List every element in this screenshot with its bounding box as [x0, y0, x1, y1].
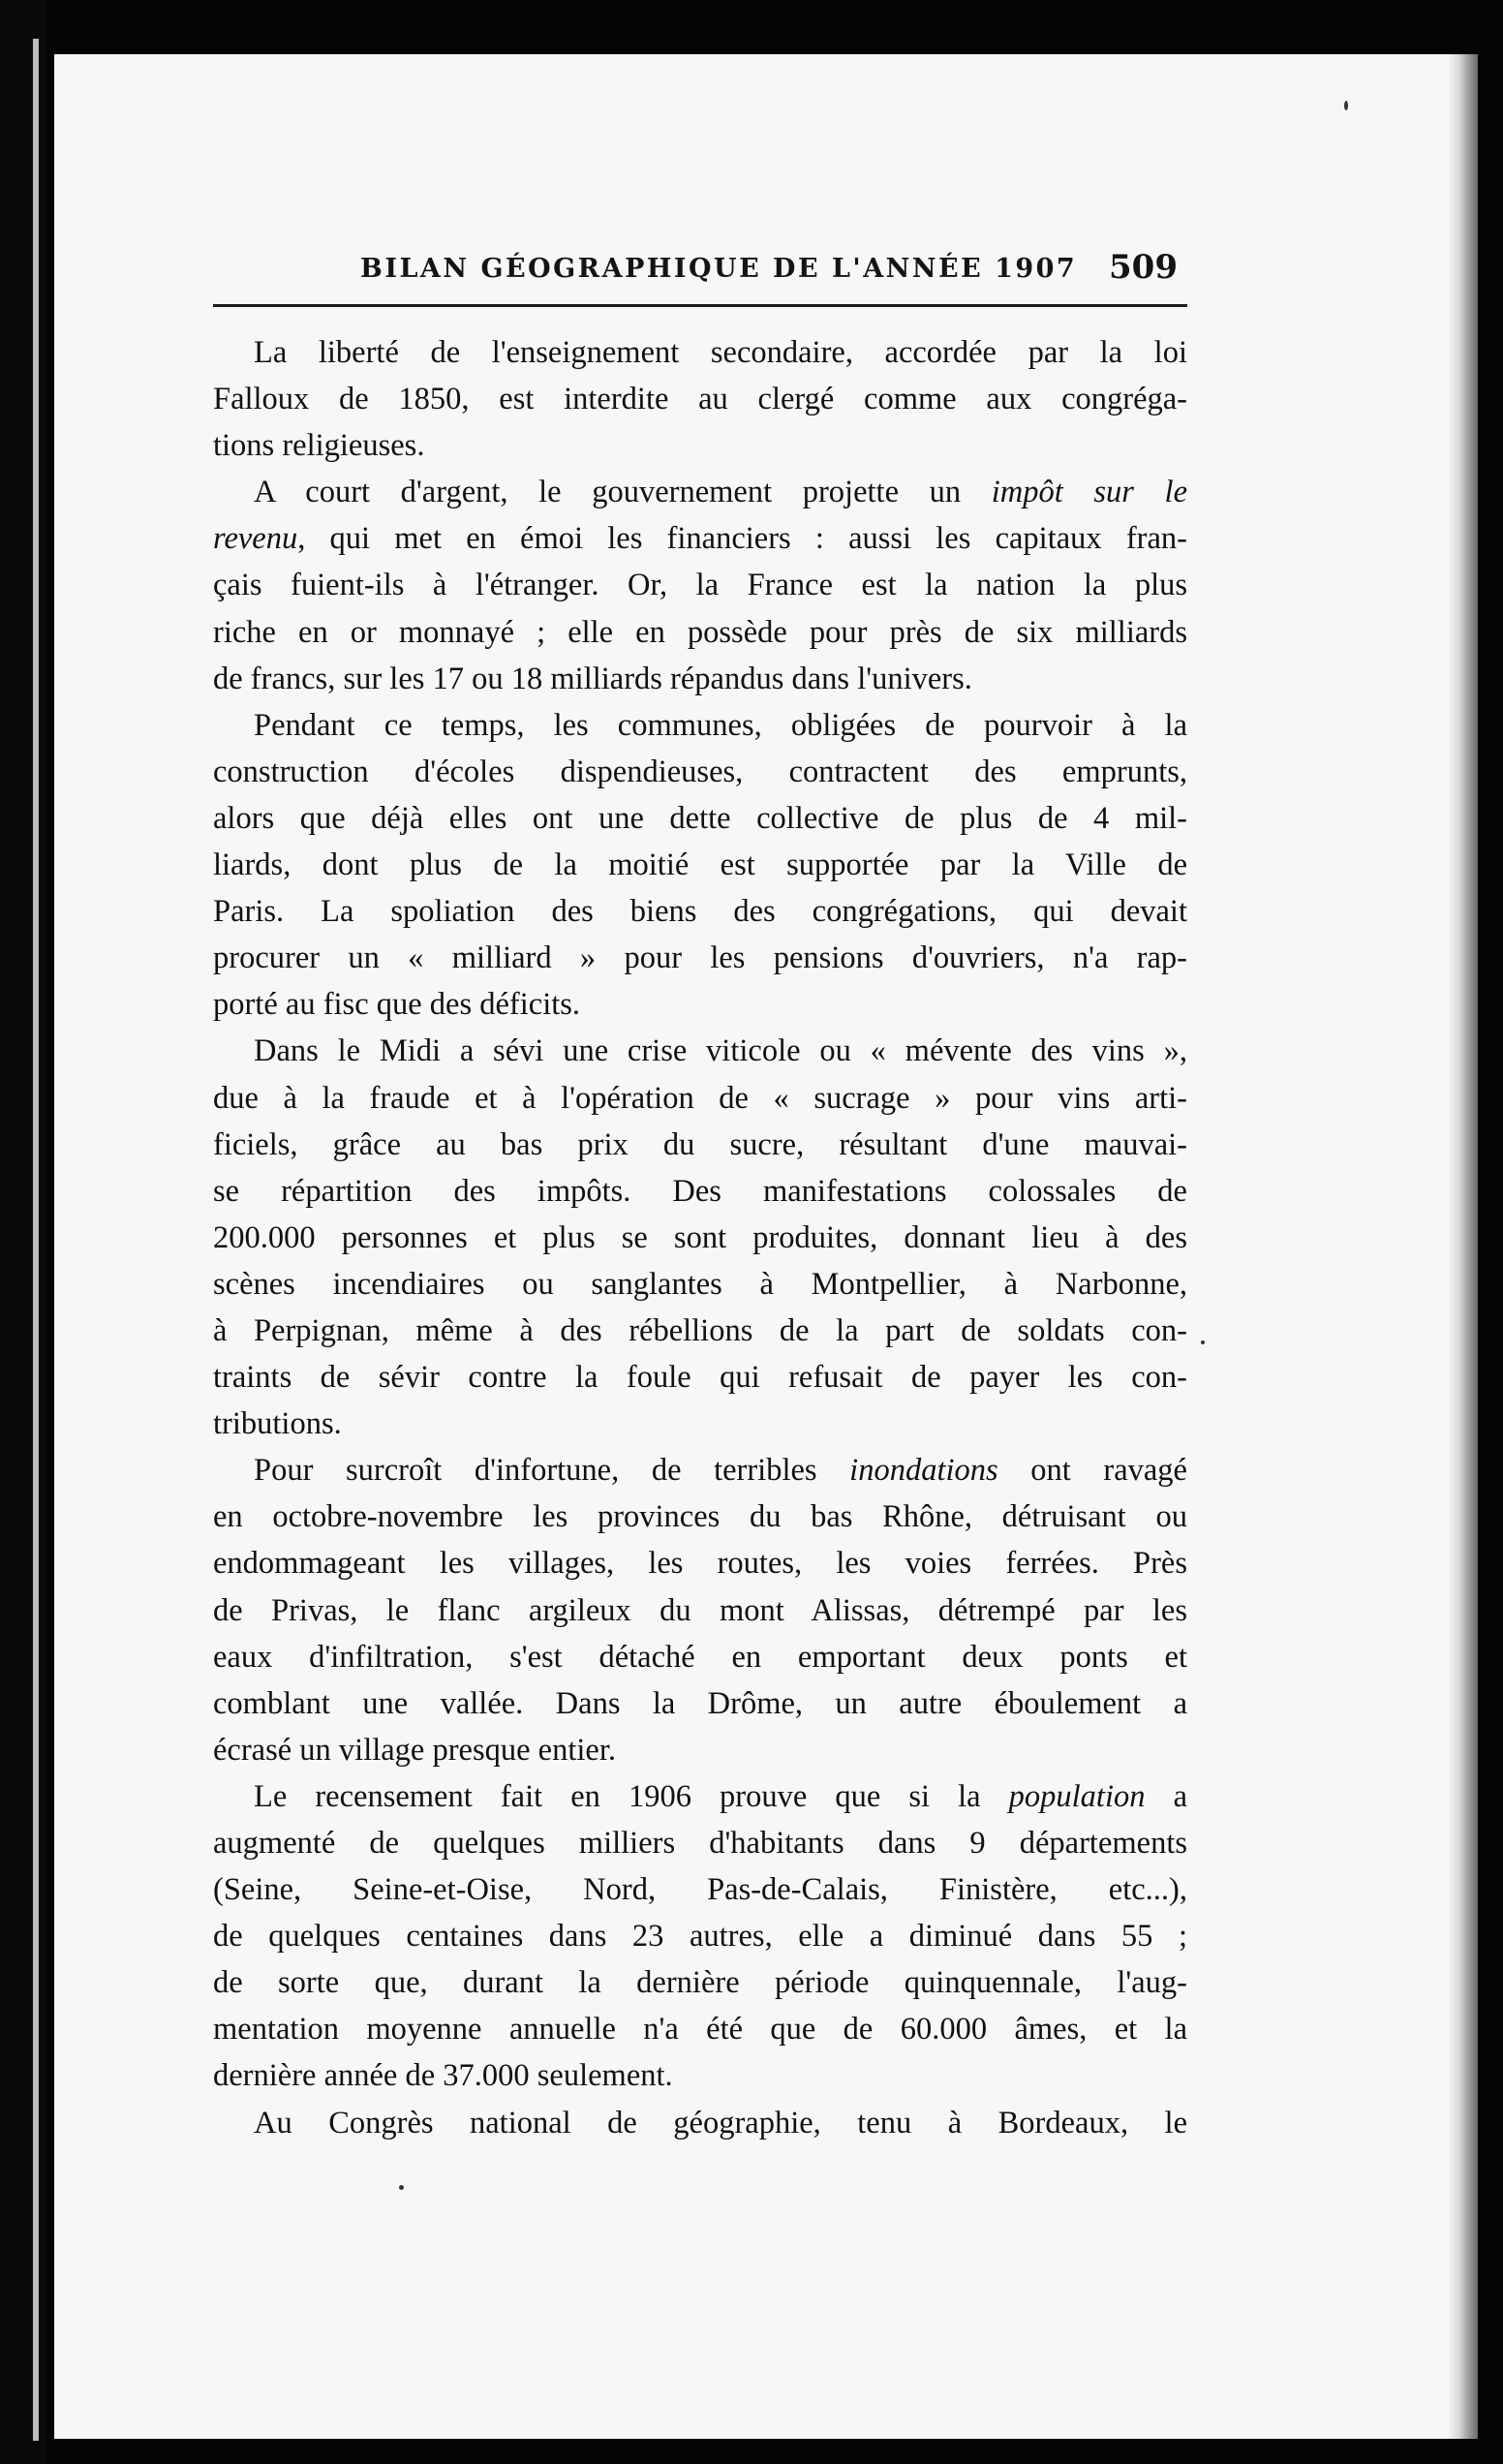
text-line: Pendant ce temps, les communes, obligées de pourvoir à la: [254, 707, 1187, 743]
text-line: Au Congrès national de géographie, tenu à Bordeaux, le: [254, 2105, 1187, 2141]
text-line: écrasé un village presque entier.: [213, 1732, 616, 1768]
text-line: en octobre-novembre les provinces du bas Rhône, détruisant ou: [213, 1499, 1187, 1535]
text-line: à Perpignan, même à des rébellions de la part de soldats con-: [213, 1312, 1187, 1348]
text-line: de Privas, le flanc argileux du mont Alissas, détrempé par les: [213, 1592, 1187, 1628]
text-line: tions religieuses.: [213, 428, 425, 464]
text-line: çais fuient-ils à l'étranger. Or, la France est la nation la plus: [213, 568, 1187, 603]
text-line: Dans le Midi a sévi une crise viticole ou « mévente des vins »,: [254, 1033, 1187, 1069]
text-line: Pour surcroît d'infortune, de terribles inondations ont ravagé: [254, 1453, 1187, 1489]
header-rule: [213, 304, 1187, 307]
paragraph: [213, 329, 1187, 469]
page-content: [213, 248, 1188, 2141]
text-line: augmenté de quelques milliers d'habitants dans 9 départements: [213, 1826, 1187, 1861]
paragraph: [213, 469, 1187, 701]
scan-speck: [399, 2185, 404, 2190]
text-line: porté au fisc que des déficits.: [213, 987, 581, 1023]
text-line: alors que déjà elles ont une dette collective de plus de 4 mil-: [213, 800, 1187, 836]
paragraph: [213, 702, 1187, 1029]
text-line: de sorte que, durant la dernière période quinquennale, l'aug-: [213, 1965, 1187, 2001]
text-line: de quelques centaines dans 23 autres, elle a diminué dans 55 ;: [213, 1919, 1187, 1955]
text-line: construction d'écoles dispendieuses, contractent des emprunts,: [213, 754, 1187, 789]
text-line: de francs, sur les 17 ou 18 milliards répandus dans l'univers.: [213, 661, 972, 696]
page-edge-line: [33, 39, 39, 2441]
running-head: [213, 248, 1187, 296]
text-line: eaux d'infiltration, s'est détaché en emportant deux ponts et: [213, 1639, 1187, 1675]
page-number: 509: [1109, 248, 1178, 287]
body-text: [213, 329, 1187, 2146]
text-line: La liberté de l'enseignement secondaire, accordée par la loi: [254, 335, 1187, 370]
paragraph: [213, 1773, 1187, 2100]
paragraph: [213, 2100, 1187, 2146]
text-line: Falloux de 1850, est interdite au clergé comme aux congréga-: [213, 382, 1187, 417]
text-line: scènes incendiaires ou sanglantes à Montpellier, à Narbonne,: [213, 1266, 1187, 1302]
text-line: traints de sévir contre la foule qui refusait de payer les con-: [213, 1360, 1187, 1396]
text-line: tributions.: [213, 1406, 342, 1442]
page-right-edge-shadow: [1449, 54, 1478, 2439]
text-line: ficiels, grâce au bas prix du sucre, résultant d'une mauvai-: [213, 1126, 1187, 1162]
text-line: riche en or monnayé ; elle en possède pour près de six milliards: [213, 614, 1187, 650]
text-line: dernière année de 37.000 seulement.: [213, 2058, 673, 2094]
text-line: A court d'argent, le gouvernement projette un impôt sur le: [254, 475, 1187, 510]
text-line: due à la fraude et à l'opération de « sucrage » pour vins arti-: [213, 1080, 1187, 1116]
scan-speck: [1201, 1340, 1205, 1344]
text-line: mentation moyenne annuelle n'a été que de 60.000 âmes, et la: [213, 2012, 1187, 2048]
paragraph: [213, 1028, 1187, 1447]
text-line: 200.000 personnes et plus se sont produites, donnant lieu à des: [213, 1219, 1187, 1255]
text-line: se répartition des impôts. Des manifestations colossales de: [213, 1173, 1187, 1209]
scan-speck: [1344, 101, 1348, 110]
running-head-title: BILAN GÉOGRAPHIQUE DE L'ANNÉE 1907: [360, 254, 1078, 284]
text-line: comblant une vallée. Dans la Drôme, un autre éboulement a: [213, 1685, 1187, 1721]
text-line: endommageant les villages, les routes, les voies ferrées. Près: [213, 1546, 1187, 1582]
text-line: liards, dont plus de la moitié est supportée par la Ville de: [213, 847, 1187, 883]
text-line: revenu, qui met en émoi les financiers : aussi les capitaux fran-: [213, 521, 1187, 557]
text-line: procurer un « milliard » pour les pensions d'ouvriers, n'a rap-: [213, 940, 1187, 976]
text-line: Paris. La spoliation des biens des congrégations, qui devait: [213, 894, 1187, 930]
scan-left-border: [0, 0, 46, 2464]
paragraph: [213, 1447, 1187, 1773]
text-line: (Seine, Seine-et-Oise, Nord, Pas-de-Calais, Finistère, etc...),: [213, 1872, 1187, 1908]
text-line: Le recensement fait en 1906 prouve que si la population a: [254, 1778, 1188, 1814]
